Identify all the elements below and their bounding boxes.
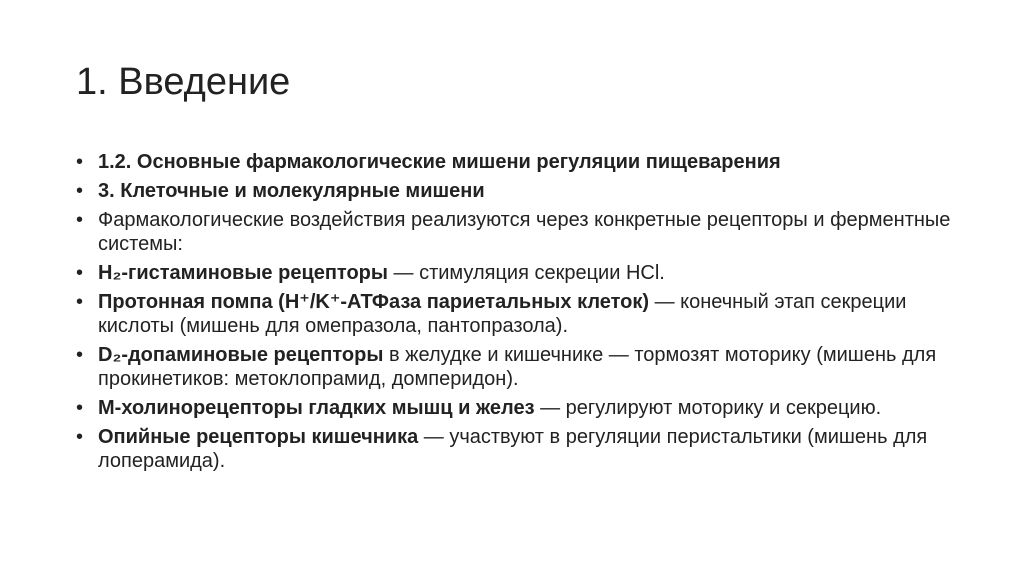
- bullet-bold-text: 3. Клеточные и молекулярные мишени: [98, 180, 485, 202]
- bullet-icon: •: [76, 151, 84, 173]
- bullet-icon: •: [76, 262, 84, 284]
- bullet-item-2: [76, 179, 966, 203]
- bullet-icon: •: [76, 344, 84, 366]
- bullet-text: Фармакологические воздействия реализуются через конкретные рецепторы и ферментные системы:: [98, 209, 951, 255]
- bullet-icon: •: [76, 397, 84, 419]
- bullet-icon: •: [76, 291, 84, 313]
- bullet-icon: •: [76, 209, 84, 231]
- bullet-item-3: [76, 208, 966, 256]
- bullet-text: — участвуют в регуляции перистальтики (мишень для лоперамида).: [98, 426, 928, 472]
- bullet-item-7: [76, 396, 966, 420]
- bullet-item-4: [76, 261, 966, 285]
- slide-title: 1. Введение: [76, 61, 291, 103]
- bullet-icon: •: [76, 180, 84, 202]
- bullet-bold-text: М-холинорецепторы гладких мышц и желез: [98, 397, 535, 419]
- bullet-text: в желудке и кишечнике — тормозят моторику (мишень для прокинетиков: метоклопрамид, домперидон).: [98, 344, 937, 390]
- bullet-bold-text: Протонная помпа (H⁺/K⁺-АТФаза париетальных клеток): [98, 291, 650, 313]
- bullet-text: — стимуляция секреции HCl.: [387, 262, 665, 284]
- bullet-item-8: [76, 425, 966, 473]
- bullet-text: — регулируют моторику и секрецию.: [534, 397, 882, 419]
- bullet-list: [76, 150, 966, 478]
- bullet-bold-text: D₂-допаминовые рецепторы: [98, 344, 384, 366]
- bullet-bold-text: H₂-гистаминовые рецепторы: [98, 262, 388, 284]
- bullet-bold-text: Опийные рецепторы кишечника: [98, 426, 419, 448]
- bullet-item-5: [76, 290, 966, 338]
- bullet-icon: •: [76, 426, 84, 448]
- bullet-text: — конечный этап секреции кислоты (мишень для омепразола, пантопразола).: [98, 291, 907, 337]
- bullet-item-1: [76, 150, 966, 174]
- bullet-bold-text: 1.2. Основные фармакологические мишени регуляции пищеварения: [98, 151, 781, 173]
- bullet-item-6: [76, 343, 966, 391]
